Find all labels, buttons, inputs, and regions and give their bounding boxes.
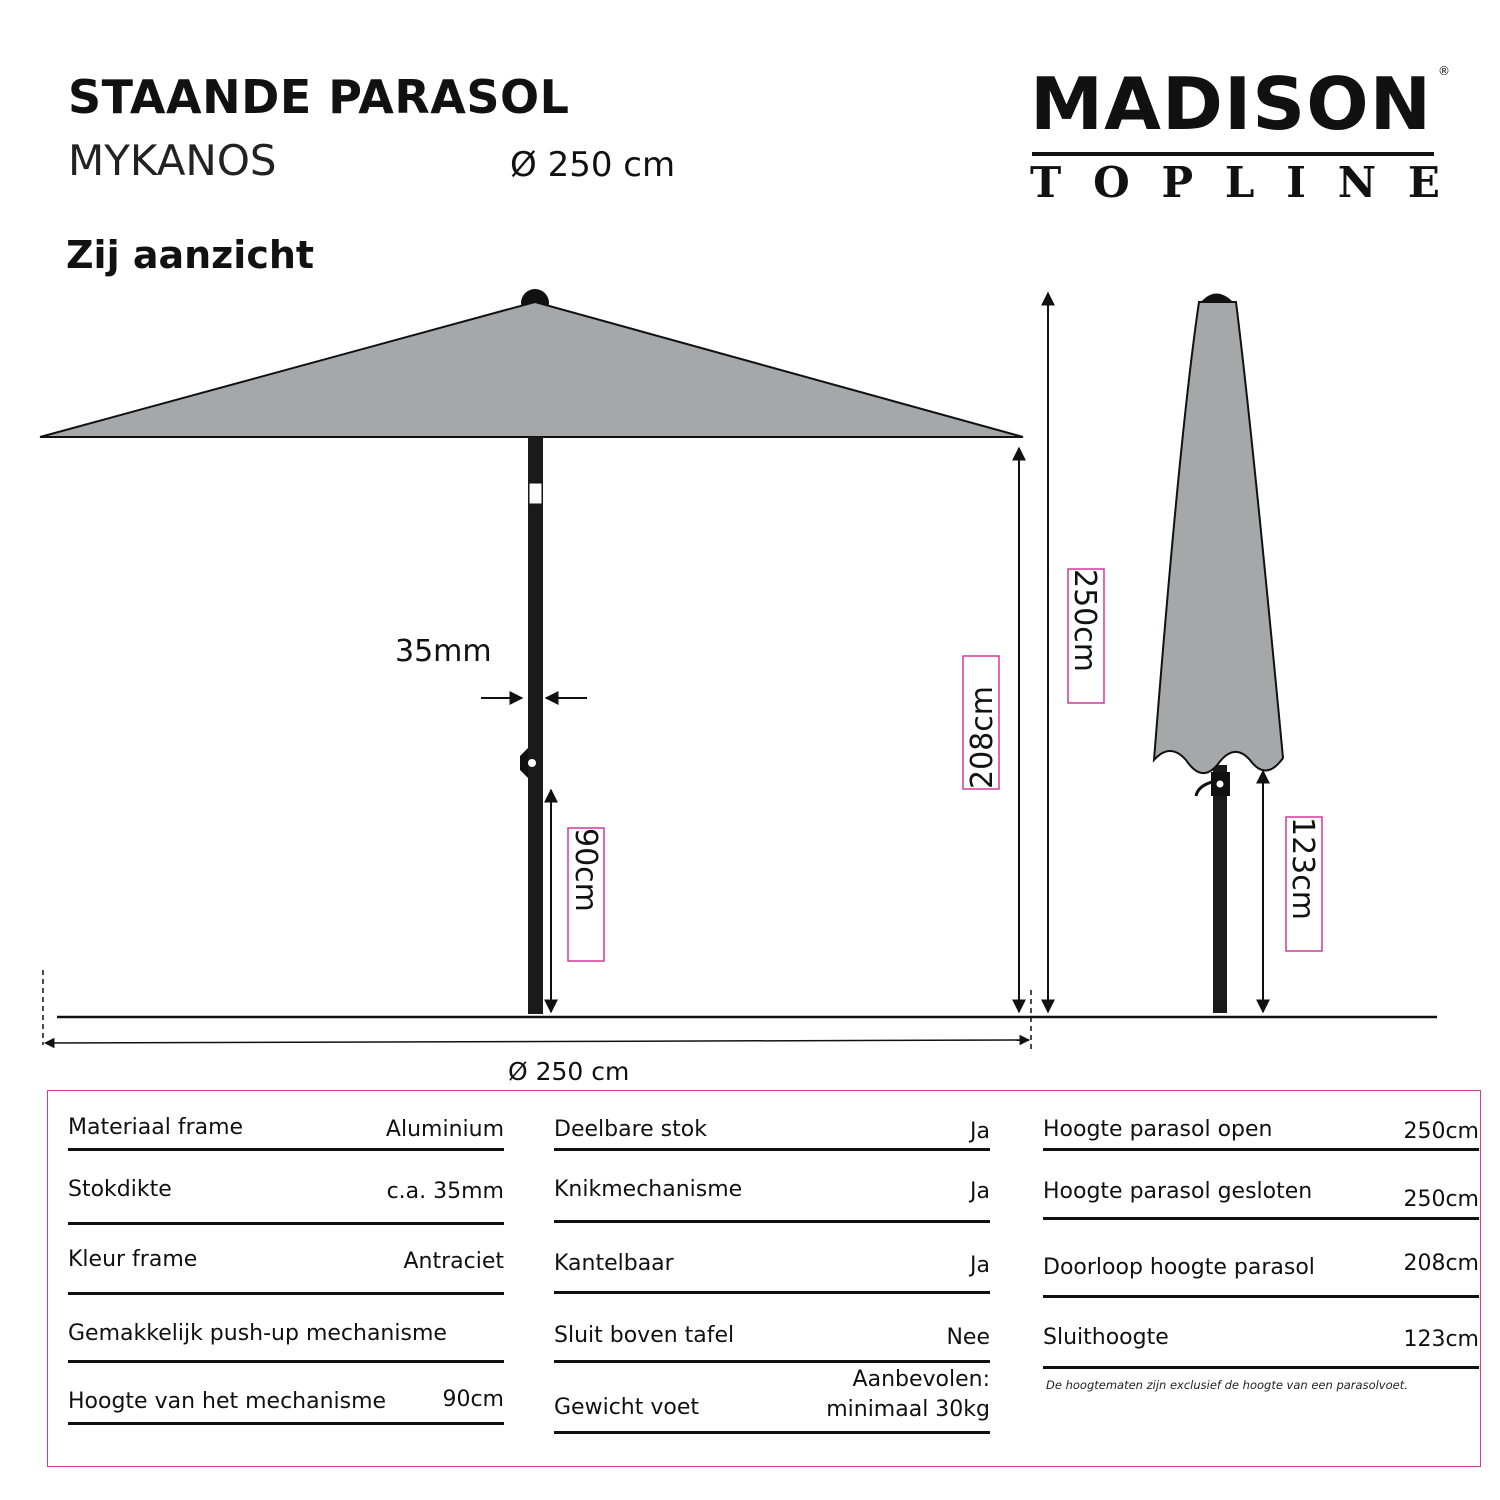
spec-value: Aluminium (385, 1117, 504, 1142)
spec-divider (554, 1148, 990, 1151)
spec-label: Hoogte parasol gesloten (1043, 1179, 1313, 1204)
pole-open (528, 437, 543, 1014)
clearance-height-label: 208cm (965, 686, 1000, 789)
spec-label: Sluit boven tafel (554, 1323, 735, 1348)
product-model: MYKANOS (68, 136, 277, 185)
spec-value: 208cm (1403, 1251, 1479, 1276)
spec-label: Materiaal frame (68, 1115, 244, 1140)
spec-label: Knikmechanisme (554, 1177, 743, 1202)
logo-letter: E (1407, 158, 1440, 207)
spec-value: Antraciet (403, 1249, 504, 1274)
spec-divider (1043, 1366, 1479, 1369)
finial-closed (1201, 294, 1233, 303)
spec-divider (1043, 1295, 1479, 1298)
spec-value: 250cm (1403, 1119, 1479, 1144)
spec-value: 90cm (442, 1387, 504, 1412)
spec-divider (68, 1222, 504, 1225)
mechanism-height-label: 90cm (568, 828, 603, 912)
spec-value: c.a. 35mm (386, 1179, 504, 1204)
logo-brand: MADISON (1030, 62, 1433, 146)
logo-letter: T (1030, 158, 1062, 207)
logo-letter: L (1224, 158, 1255, 207)
spec-divider (554, 1291, 990, 1294)
spec-value: 123cm (1403, 1327, 1479, 1352)
spec-value-line: Aanbevolen: (852, 1367, 990, 1392)
total-height-label: 250cm (1067, 569, 1102, 672)
view-title: Zij aanzicht (66, 233, 315, 277)
push-up-mechanism (520, 748, 528, 778)
logo-letter: O (1093, 158, 1130, 207)
spec-label: Gemakkelijk push-up mechanisme (68, 1321, 447, 1346)
logo-letter: I (1286, 158, 1306, 207)
spec-value: Ja (970, 1179, 990, 1204)
product-title: STAANDE PARASOL (68, 70, 570, 124)
open-parasol (40, 289, 1023, 1014)
diameter-arrow (45, 1040, 1029, 1043)
spec-value: Ja (970, 1119, 990, 1144)
spec-label: Stokdikte (68, 1177, 172, 1202)
footnote: De hoogtematen zijn exclusief de hoogte van een parasolvoet. (1046, 1378, 1408, 1392)
canopy-closed (1154, 302, 1283, 773)
spec-divider (554, 1360, 990, 1363)
spec-value (826, 1365, 990, 1425)
logo-letter: N (1337, 158, 1377, 207)
tilt-handle (1196, 782, 1212, 796)
spec-divider (554, 1431, 990, 1434)
spec-divider (1043, 1217, 1479, 1220)
spec-value-line: minimaal 30kg (826, 1397, 990, 1422)
tilt-button (1217, 781, 1224, 788)
spec-value: 250cm (1403, 1187, 1479, 1212)
closing-height-label: 123cm (1285, 817, 1320, 920)
spec-label: Hoogte parasol open (1043, 1117, 1273, 1142)
mechanism-button (528, 759, 536, 767)
spec-divider (68, 1422, 504, 1425)
spec-divider (68, 1148, 504, 1151)
spec-label: Gewicht voet (554, 1395, 699, 1420)
diameter-label: Ø 250 cm (508, 1057, 630, 1086)
spec-divider (554, 1220, 990, 1223)
spec-divider (1043, 1148, 1479, 1151)
spec-value: Nee (946, 1325, 990, 1350)
pole-connector (529, 483, 542, 504)
spec-label: Kantelbaar (554, 1251, 674, 1276)
spec-label: Deelbare stok (554, 1117, 707, 1142)
pole-closed (1213, 765, 1227, 1013)
spec-divider (68, 1360, 504, 1363)
specifications-table (47, 1090, 1481, 1467)
spec-value: Ja (970, 1253, 990, 1278)
spec-divider (68, 1292, 504, 1295)
spec-label: Doorloop hoogte parasol (1043, 1255, 1315, 1280)
pole-thickness-label: 35mm (395, 634, 492, 669)
logo-reg-mark: ® (1438, 64, 1450, 78)
canopy-open (40, 302, 1023, 437)
product-diameter: Ø 250 cm (510, 145, 676, 185)
spec-label: Sluithoogte (1043, 1325, 1169, 1350)
logo-letter: P (1161, 158, 1194, 207)
spec-label: Kleur frame (68, 1247, 198, 1272)
spec-label: Hoogte van het mechanisme (68, 1389, 387, 1414)
